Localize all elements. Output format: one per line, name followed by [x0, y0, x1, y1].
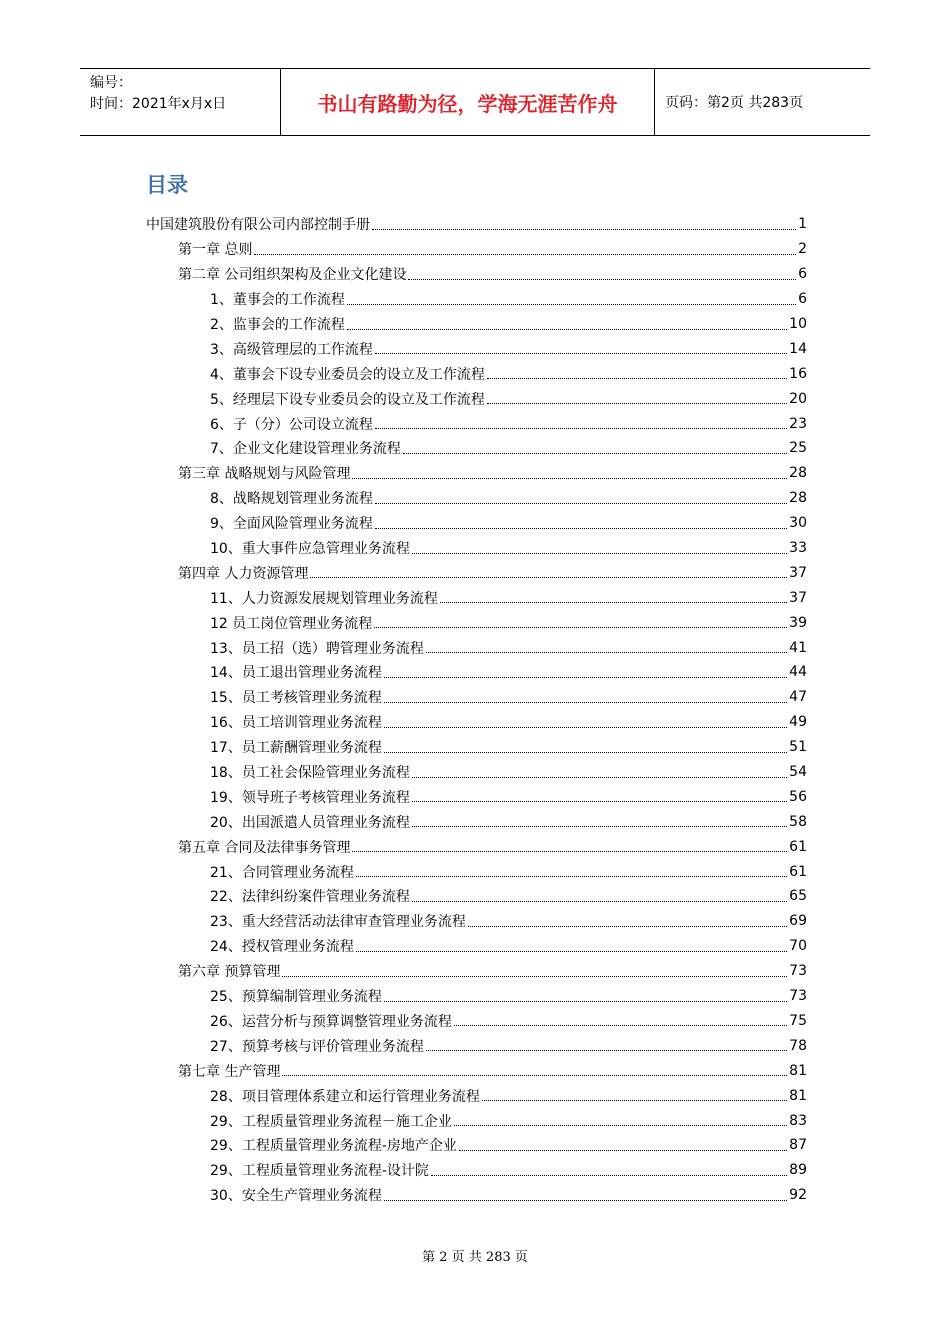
toc-entry-text: 29、工程质量管理业务流程-设计院 [210, 1163, 429, 1180]
toc-leader-dots [412, 901, 787, 902]
toc-leader-dots [352, 478, 787, 479]
toc-entry[interactable] [0, 760, 807, 785]
toc-entry-text: 12 员工岗位管理业务流程 [210, 615, 373, 632]
toc-entry-page: 6 [798, 291, 807, 308]
toc-entry-page: 73 [789, 963, 807, 980]
toc-entry[interactable] [0, 1083, 807, 1108]
toc-entry-page: 6 [798, 266, 807, 283]
toc-entry-text: 第三章 战略规划与风险管理 [178, 466, 351, 483]
header-page-label: 页码：第2页 共283页 [665, 95, 804, 111]
toc-entry[interactable] [0, 834, 807, 859]
toc-entry-text: 16、员工培训管理业务流程 [210, 715, 382, 732]
toc-entry-page: 37 [789, 564, 807, 581]
toc-entry-page: 25 [789, 440, 807, 457]
toc-leader-dots [384, 752, 787, 753]
toc-entry-text: 5、经理层下设专业委员会的设立及工作流程 [210, 391, 485, 408]
toc-entry-text: 26、运营分析与预算调整管理业务流程 [210, 1013, 452, 1030]
toc-leader-dots [440, 602, 787, 603]
toc-entry[interactable] [0, 262, 807, 287]
toc-entry[interactable] [0, 1009, 807, 1034]
toc-entry-page: 81 [789, 1087, 807, 1104]
toc-entry[interactable] [0, 287, 807, 312]
toc-leader-dots [487, 403, 787, 404]
header-motto: 书山有路勤为径，学海无涯苦作舟 [281, 69, 655, 135]
toc-title: 目录 [146, 173, 188, 197]
toc-leader-dots [384, 727, 787, 728]
toc-entry-page: 14 [789, 340, 807, 357]
header-meta [80, 69, 281, 135]
toc-entry-text: 第五章 合同及法律事务管理 [178, 839, 351, 856]
toc-entry-text: 18、员工社会保险管理业务流程 [210, 765, 410, 782]
toc-entry-page: 61 [789, 838, 807, 855]
toc-entry[interactable] [0, 660, 807, 685]
toc-entry[interactable] [0, 735, 807, 760]
toc-leader-dots [412, 777, 787, 778]
toc-entry-page: 41 [789, 639, 807, 656]
toc-entry-text: 1、董事会的工作流程 [210, 292, 345, 309]
toc-entry[interactable] [0, 1058, 807, 1083]
toc-entry-page: 28 [789, 490, 807, 507]
document-number-label: 编号： [90, 75, 132, 91]
toc-leader-dots [426, 652, 787, 653]
toc-leader-dots [374, 627, 787, 628]
toc-entry-text: 中国建筑股份有限公司内部控制手册 [146, 217, 370, 234]
toc-entry-page: 39 [789, 614, 807, 631]
toc-leader-dots [431, 1175, 787, 1176]
toc-entry[interactable] [0, 411, 807, 436]
toc-entry[interactable] [0, 884, 807, 909]
toc-leader-dots [375, 353, 787, 354]
toc-entry-text: 2、监事会的工作流程 [210, 317, 345, 333]
toc-leader-dots [352, 851, 787, 852]
toc-entry-text: 6、子（分）公司设立流程 [210, 416, 373, 433]
table-of-contents [0, 212, 950, 1208]
toc-entry-page: 20 [789, 390, 807, 407]
toc-entry[interactable] [0, 809, 807, 834]
toc-entry-text: 15、员工考核管理业务流程 [210, 690, 382, 707]
toc-entry[interactable] [0, 461, 807, 486]
toc-entry[interactable] [0, 984, 807, 1009]
toc-leader-dots [347, 304, 796, 305]
document-date-label: 时间：2021年x月x日 [90, 96, 227, 112]
toc-entry-text: 8、战略规划管理业务流程 [210, 491, 373, 508]
toc-entry-page: 78 [789, 1037, 807, 1054]
toc-entry-page: 51 [789, 739, 807, 756]
toc-leader-dots [254, 254, 796, 255]
toc-leader-dots [384, 677, 787, 678]
toc-entry[interactable] [0, 1033, 807, 1058]
toc-entry-text: 30、安全生产管理业务流程 [210, 1188, 382, 1205]
toc-entry-page: 83 [789, 1112, 807, 1129]
toc-entry-text: 4、董事会下设专业委员会的设立及工作流程 [210, 366, 485, 383]
toc-leader-dots [384, 1001, 787, 1002]
toc-entry[interactable] [0, 959, 807, 984]
toc-leader-dots [375, 503, 787, 504]
toc-entry[interactable] [0, 909, 807, 934]
toc-entry-page: 47 [789, 689, 807, 706]
toc-entry[interactable] [0, 610, 807, 635]
toc-entry[interactable] [0, 486, 807, 511]
toc-entry-text: 第二章 公司组织架构及企业文化建设 [178, 267, 407, 284]
toc-entry-page: 44 [789, 664, 807, 681]
page-header [80, 68, 870, 136]
toc-entry-text: 20、出国派遣人员管理业务流程 [210, 814, 410, 831]
toc-leader-dots [384, 1200, 787, 1201]
toc-entry[interactable] [0, 436, 807, 461]
toc-entry-text: 第七章 生产管理 [178, 1063, 281, 1080]
toc-leader-dots [375, 428, 787, 429]
toc-leader-dots [487, 378, 787, 379]
toc-leader-dots [403, 453, 787, 454]
toc-entry-page: 81 [789, 1062, 807, 1079]
toc-entry-page: 16 [789, 365, 807, 382]
toc-leader-dots [310, 577, 787, 578]
toc-entry-text: 9、全面风险管理业务流程 [210, 516, 373, 533]
toc-entry[interactable] [0, 1108, 807, 1133]
toc-leader-dots [412, 801, 787, 802]
toc-entry[interactable] [0, 361, 807, 386]
toc-entry-text: 3、高级管理层的工作流程 [210, 341, 373, 358]
toc-entry-text: 11、人力资源发展规划管理业务流程 [210, 590, 438, 607]
toc-entry-text: 第四章 人力资源管理 [178, 565, 309, 582]
toc-entry-text: 7、企业文化建设管理业务流程 [210, 441, 401, 458]
toc-entry-text: 第六章 预算管理 [178, 964, 281, 981]
toc-entry-page: 92 [789, 1187, 807, 1204]
toc-entry-page: 56 [789, 788, 807, 805]
toc-leader-dots [375, 528, 787, 529]
toc-leader-dots [356, 951, 787, 952]
toc-entry[interactable] [0, 635, 807, 660]
toc-entry[interactable] [0, 536, 807, 561]
toc-leader-dots [482, 1100, 787, 1101]
toc-entry-text: 21、合同管理业务流程 [210, 864, 354, 881]
toc-entry-page: 2 [798, 241, 807, 258]
toc-entry-page: 69 [789, 913, 807, 930]
toc-entry[interactable] [0, 784, 807, 809]
toc-leader-dots [459, 1150, 787, 1151]
toc-entry-text: 10、重大事件应急管理业务流程 [210, 541, 410, 558]
toc-entry-page: 58 [789, 813, 807, 830]
toc-entry-page: 61 [789, 863, 807, 880]
toc-leader-dots [468, 926, 787, 927]
toc-leader-dots [426, 1050, 787, 1051]
toc-entry-page: 10 [789, 316, 807, 332]
toc-entry-page: 23 [789, 415, 807, 432]
toc-leader-dots [347, 329, 787, 330]
toc-entry-text: 22、法律纠纷案件管理业务流程 [210, 889, 410, 906]
toc-entry-text: 27、预算考核与评价管理业务流程 [210, 1038, 424, 1055]
toc-leader-dots [454, 1025, 787, 1026]
toc-leader-dots [282, 976, 787, 977]
toc-entry-page: 54 [789, 764, 807, 781]
toc-entry-page: 30 [789, 515, 807, 532]
toc-entry[interactable] [0, 585, 807, 610]
toc-entry-page: 65 [789, 888, 807, 905]
toc-leader-dots [282, 1075, 787, 1076]
toc-entry-text: 29、工程质量管理业务流程-房地产企业 [210, 1138, 457, 1155]
toc-entry[interactable] [0, 934, 807, 959]
toc-leader-dots [408, 279, 796, 280]
toc-entry-text: 23、重大经营活动法律审查管理业务流程 [210, 914, 466, 931]
toc-entry-text: 19、领导班子考核管理业务流程 [210, 789, 410, 806]
toc-entry-page: 75 [789, 1012, 807, 1029]
toc-entry-page: 37 [789, 589, 807, 606]
toc-entry-page: 1 [798, 216, 807, 233]
toc-entry-text: 第一章 总则 [178, 242, 253, 259]
toc-entry-page: 73 [789, 988, 807, 1005]
toc-entry-text: 25、预算编制管理业务流程 [210, 989, 382, 1006]
toc-entry-page: 49 [789, 714, 807, 731]
toc-entry-page: 70 [789, 938, 807, 955]
toc-entry[interactable] [0, 511, 807, 536]
toc-entry-page: 28 [789, 465, 807, 482]
toc-entry-text: 24、授权管理业务流程 [210, 939, 354, 956]
toc-entry[interactable] [0, 859, 807, 884]
toc-entry-text: 13、员工招（选）聘管理业务流程 [210, 640, 424, 657]
toc-leader-dots [356, 876, 787, 877]
toc-entry[interactable] [0, 336, 807, 361]
toc-leader-dots [412, 826, 787, 827]
toc-entry-page: 89 [789, 1162, 807, 1179]
toc-entry-text: 29、工程质量管理业务流程－施工企业 [210, 1113, 452, 1130]
toc-entry[interactable] [0, 560, 807, 585]
toc-entry-page: 87 [789, 1137, 807, 1154]
toc-entry[interactable] [0, 312, 807, 337]
toc-entry-text: 14、员工退出管理业务流程 [210, 665, 382, 682]
toc-entry[interactable] [0, 386, 807, 411]
toc-entry[interactable] [0, 710, 807, 735]
toc-leader-dots [372, 229, 796, 230]
toc-leader-dots [412, 553, 787, 554]
toc-entry[interactable] [0, 1158, 807, 1183]
toc-entry[interactable] [0, 237, 807, 262]
toc-entry[interactable] [0, 685, 807, 710]
toc-entry[interactable] [0, 1183, 807, 1208]
page-footer: 第 2 页 共 283 页 [422, 1250, 528, 1265]
toc-entry-text: 28、项目管理体系建立和运行管理业务流程 [210, 1088, 480, 1105]
toc-leader-dots [454, 1125, 787, 1126]
toc-entry[interactable] [0, 1133, 807, 1158]
toc-entry-text: 17、员工薪酬管理业务流程 [210, 740, 382, 757]
toc-entry-page: 33 [789, 540, 807, 557]
toc-entry[interactable] [0, 212, 807, 237]
toc-leader-dots [384, 702, 787, 703]
